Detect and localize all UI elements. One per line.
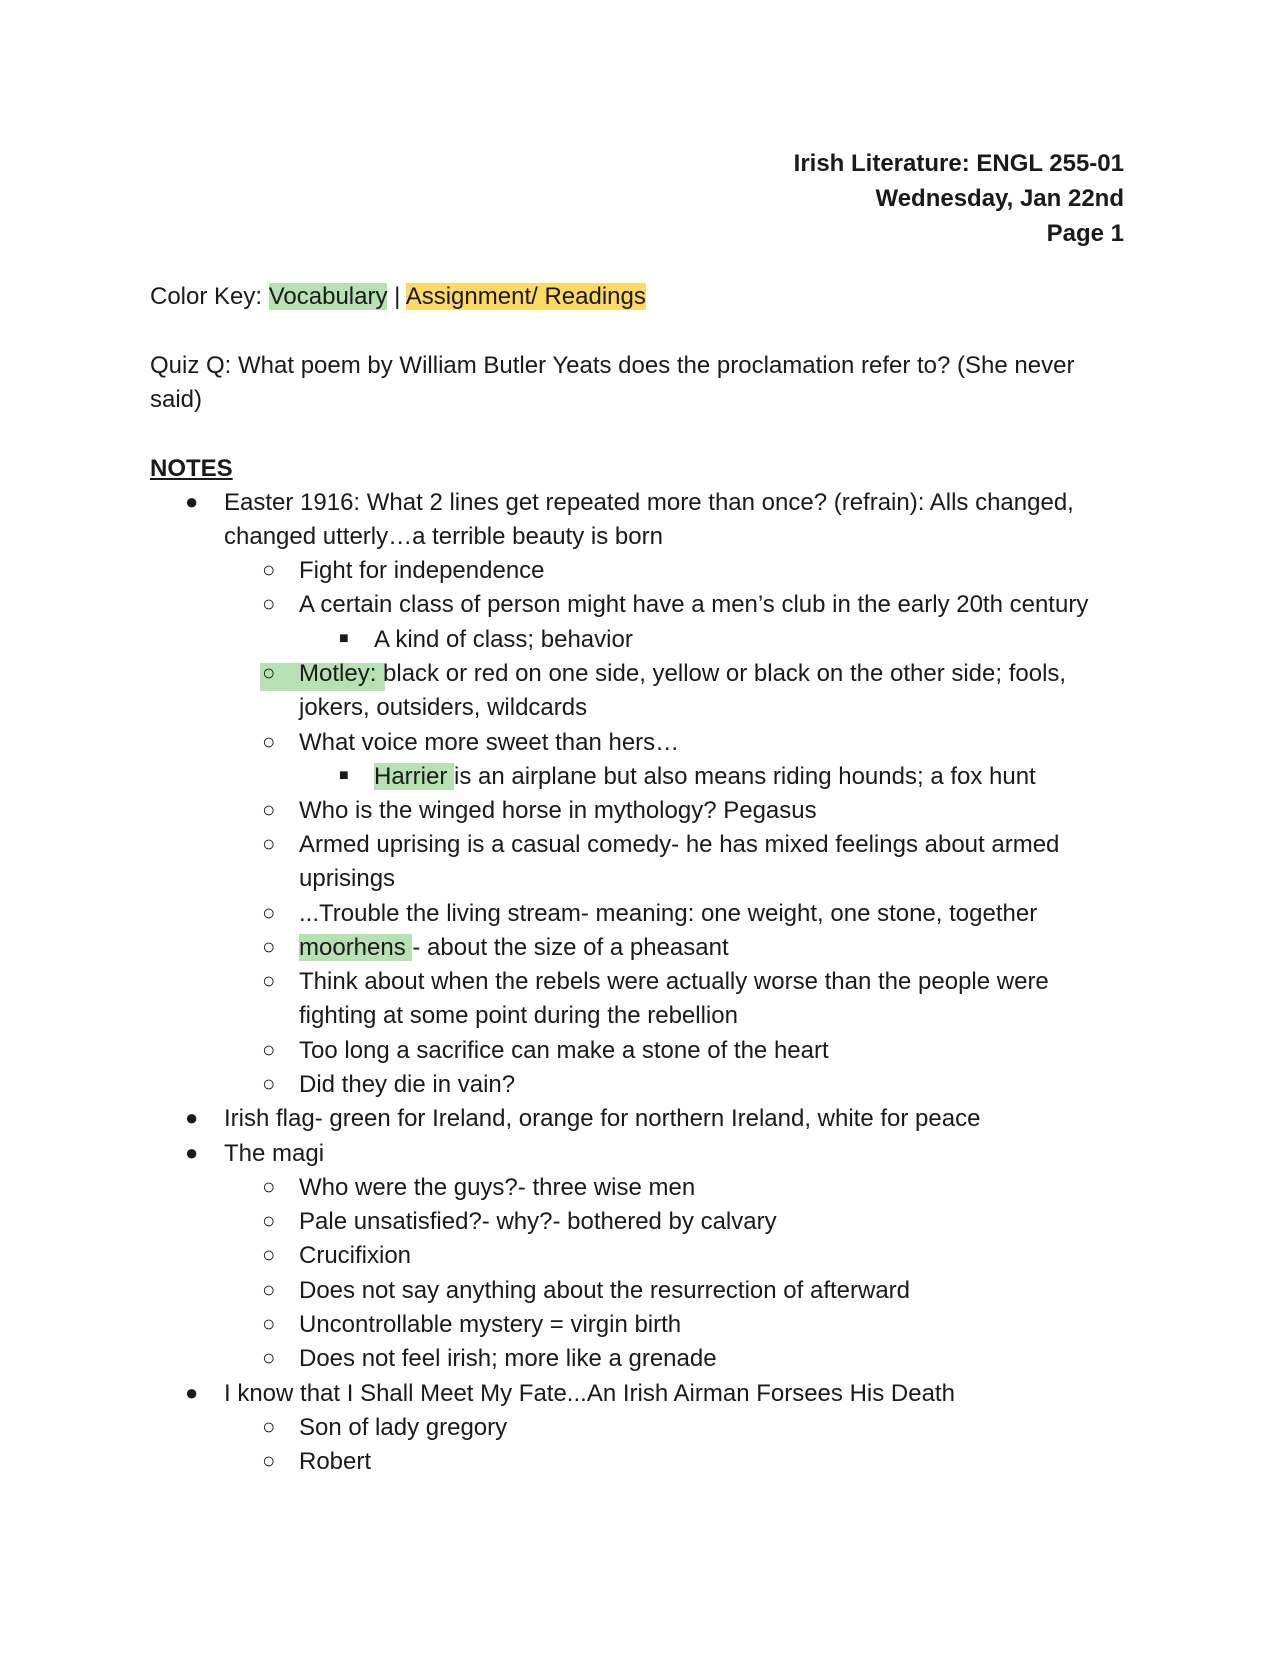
list-item-think-line-1: Think about when the rebels were actually worse than the people were xyxy=(299,968,1049,995)
list-item-fate: I know that I Shall Meet My Fate...An Irish Airman Forsees His Death xyxy=(224,1380,955,1407)
color-key xyxy=(150,283,646,311)
bullet-disc-icon: ● xyxy=(185,489,199,514)
bullet-circle-icon: ○ xyxy=(262,1311,276,1336)
list-item-mystery: Uncontrollable mystery = virgin birth xyxy=(299,1311,682,1338)
list-item-armed-line-2: uprisings xyxy=(299,865,396,892)
list-item-vain: Did they die in vain? xyxy=(299,1071,516,1098)
bullet-circle-icon: ○ xyxy=(262,797,276,822)
bullet-circle-icon: ○ xyxy=(262,1448,276,1473)
bullet-circle-icon: ○ xyxy=(262,1208,276,1233)
bullet-disc-icon: ● xyxy=(185,1140,199,1165)
list-item-flag: Irish flag- green for Ireland, orange for northern Ireland, white for peace xyxy=(224,1105,981,1132)
list-item-motley-line-2: jokers, outsiders, wildcards xyxy=(299,694,588,721)
bullet-circle-icon: ○ xyxy=(262,1071,276,1096)
list-item-motley xyxy=(299,660,1066,688)
bullet-circle-icon: ○ xyxy=(262,934,276,959)
list-item-magi: The magi xyxy=(224,1140,325,1167)
list-item-class: A certain class of person might have a men’s club in the early 20th century xyxy=(299,591,1089,618)
list-item-robert: Robert xyxy=(299,1448,372,1475)
bullet-square-icon: ■ xyxy=(339,767,349,784)
list-item-easter-line-1: Easter 1916: What 2 lines get repeated more than once? (refrain): Alls changed, xyxy=(224,489,1074,516)
bullet-circle-icon: ○ xyxy=(262,1345,276,1370)
notes-heading: NOTES xyxy=(150,455,233,482)
bullet-circle-icon: ○ xyxy=(262,968,276,993)
color-key-label: Color Key: xyxy=(150,283,269,310)
bullet-circle-icon: ○ xyxy=(262,591,276,616)
list-item-guys: Who were the guys?- three wise men xyxy=(299,1174,696,1201)
bullet-circle-icon: ○ xyxy=(262,557,276,582)
bullet-circle-icon: ○ xyxy=(262,1174,276,1199)
course-title: Irish Literature: ENGL 255-01 xyxy=(793,150,1124,177)
quiz-question-line-2: said) xyxy=(150,386,203,413)
quiz-question-line-1: Quiz Q: What poem by William Butler Yeats does the proclamation refer to? (She never xyxy=(150,352,1075,379)
vocab-term-moorhens: moorhens xyxy=(299,934,413,961)
list-item-trouble: ...Trouble the living stream- meaning: one weight, one stone, together xyxy=(299,900,1038,927)
harrier-definition: is an airplane but also means riding hounds; a fox hunt xyxy=(454,763,1036,790)
bullet-circle-icon: ○ xyxy=(262,831,276,856)
vocab-term-motley: Motley: xyxy=(299,660,377,687)
bullet-circle-icon: ○ xyxy=(262,1242,276,1267)
motley-definition: black or red on one side, yellow or black on the other side; fools, xyxy=(376,660,1067,687)
lecture-date: Wednesday, Jan 22nd xyxy=(875,185,1124,212)
color-key-vocabulary: Vocabulary xyxy=(268,283,388,310)
bullet-disc-icon: ● xyxy=(185,1380,199,1405)
list-item-kind: A kind of class; behavior xyxy=(374,626,633,653)
list-item-harrier xyxy=(374,763,1036,791)
vocab-term-harrier: Harrier xyxy=(374,763,455,790)
bullet-circle-icon: ○ xyxy=(262,1037,276,1062)
bullet-circle-icon: ○ xyxy=(262,729,276,754)
list-item-toolong: Too long a sacrifice can make a stone of the heart xyxy=(299,1037,829,1064)
color-key-separator: | xyxy=(387,283,406,310)
list-item-think-line-2: fighting at some point during the rebellion xyxy=(299,1002,738,1029)
bullet-disc-icon: ● xyxy=(185,1105,199,1130)
list-item-resurrection: Does not say anything about the resurrection of afterward xyxy=(299,1277,911,1304)
page-number: Page 1 xyxy=(1046,220,1124,247)
list-item-crucifixion: Crucifixion xyxy=(299,1242,412,1269)
list-item-voice: What voice more sweet than hers… xyxy=(299,729,680,756)
list-item-fight: Fight for independence xyxy=(299,557,545,584)
list-item-irish: Does not feel irish; more like a grenade xyxy=(299,1345,717,1372)
bullet-circle-icon: ○ xyxy=(262,1414,276,1439)
bullet-circle-icon: ○ xyxy=(262,900,276,925)
color-key-assignment: Assignment/ Readings xyxy=(405,283,646,310)
list-item-armed-line-1: Armed uprising is a casual comedy- he has mixed feelings about armed xyxy=(299,831,1060,858)
document-header xyxy=(794,146,1124,251)
moorhens-definition: - about the size of a pheasant xyxy=(412,934,729,961)
list-item-easter-line-2: changed utterly…a terrible beauty is born xyxy=(224,523,663,550)
bullet-circle-icon: ○ xyxy=(262,1277,276,1302)
list-item-moorhens xyxy=(299,934,729,962)
bullet-square-icon: ■ xyxy=(339,630,349,647)
list-item-pegasus: Who is the winged horse in mythology? Pegasus xyxy=(299,797,817,824)
list-item-pale: Pale unsatisfied?- why?- bothered by calvary xyxy=(299,1208,777,1235)
list-item-son: Son of lady gregory xyxy=(299,1414,508,1441)
bullet-circle-icon: ○ xyxy=(262,660,276,685)
